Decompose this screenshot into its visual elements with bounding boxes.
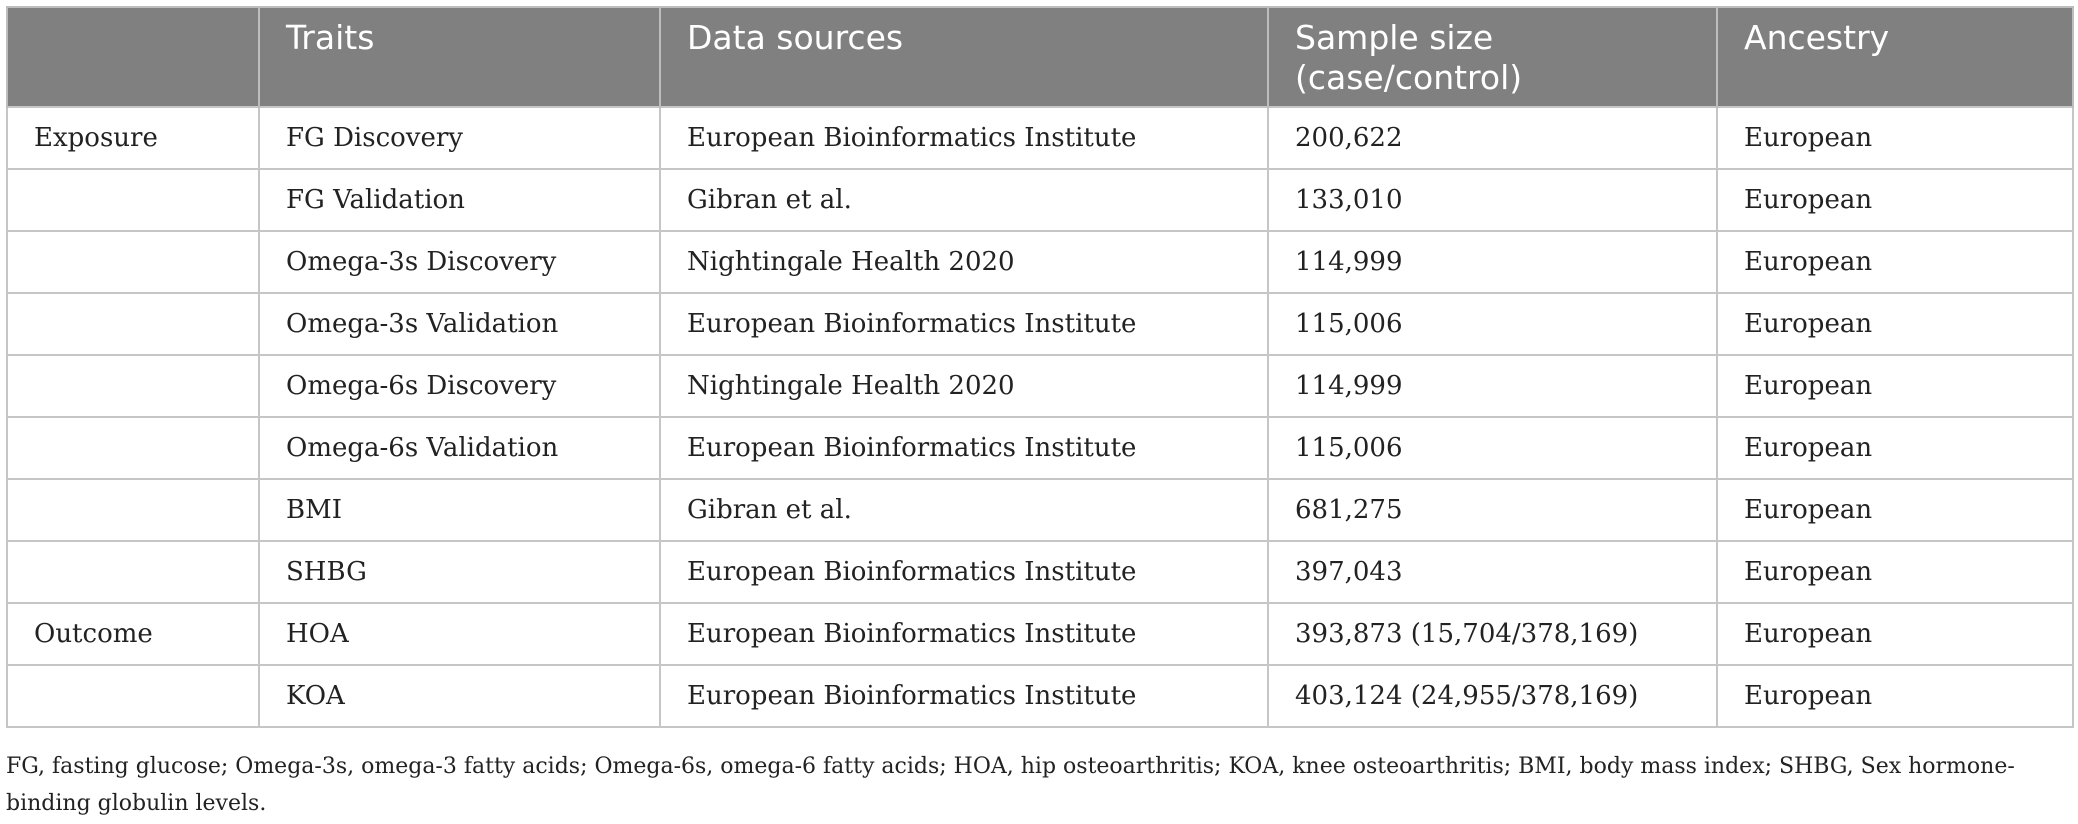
table-row — [7, 479, 2073, 541]
cell-group — [7, 231, 259, 293]
header-sample-size: Sample size (case/control) — [1268, 7, 1717, 107]
cell-ancestry: European — [1717, 665, 2073, 727]
cell-data-source: European Bioinformatics Institute — [660, 417, 1268, 479]
table-row — [7, 541, 2073, 603]
cell-data-source: Gibran et al. — [660, 169, 1268, 231]
cell-sample-size: 114,999 — [1268, 355, 1717, 417]
cell-data-source: European Bioinformatics Institute — [660, 293, 1268, 355]
cell-trait: Omega-6s Discovery — [259, 355, 660, 417]
cell-ancestry: European — [1717, 169, 2073, 231]
header-ancestry: Ancestry — [1717, 7, 2073, 107]
header-traits: Traits — [259, 7, 660, 107]
data-table-container — [6, 6, 2072, 728]
cell-data-source: European Bioinformatics Institute — [660, 665, 1268, 727]
cell-group — [7, 293, 259, 355]
cell-sample-size: 681,275 — [1268, 479, 1717, 541]
header-data-sources: Data sources — [660, 7, 1268, 107]
cell-data-source: Nightingale Health 2020 — [660, 355, 1268, 417]
cell-sample-size: 115,006 — [1268, 417, 1717, 479]
data-table — [6, 6, 2074, 728]
cell-trait: SHBG — [259, 541, 660, 603]
cell-trait: BMI — [259, 479, 660, 541]
cell-data-source: Nightingale Health 2020 — [660, 231, 1268, 293]
table-header-row — [7, 7, 2073, 107]
cell-sample-size: 393,873 (15,704/378,169) — [1268, 603, 1717, 665]
cell-group: Exposure — [7, 107, 259, 169]
cell-sample-size: 200,622 — [1268, 107, 1717, 169]
cell-sample-size: 403,124 (24,955/378,169) — [1268, 665, 1717, 727]
table-row — [7, 107, 2073, 169]
cell-ancestry: European — [1717, 231, 2073, 293]
cell-data-source: European Bioinformatics Institute — [660, 541, 1268, 603]
cell-sample-size: 397,043 — [1268, 541, 1717, 603]
cell-data-source: Gibran et al. — [660, 479, 1268, 541]
cell-group — [7, 355, 259, 417]
cell-ancestry: European — [1717, 417, 2073, 479]
cell-trait: KOA — [259, 665, 660, 727]
cell-ancestry: European — [1717, 541, 2073, 603]
cell-sample-size: 133,010 — [1268, 169, 1717, 231]
cell-ancestry: European — [1717, 355, 2073, 417]
cell-group — [7, 665, 259, 727]
cell-trait: Omega-3s Validation — [259, 293, 660, 355]
cell-trait: Omega-6s Validation — [259, 417, 660, 479]
cell-trait: Omega-3s Discovery — [259, 231, 660, 293]
cell-ancestry: European — [1717, 603, 2073, 665]
cell-trait: FG Validation — [259, 169, 660, 231]
cell-ancestry: European — [1717, 293, 2073, 355]
cell-trait: HOA — [259, 603, 660, 665]
table-row — [7, 603, 2073, 665]
cell-group — [7, 417, 259, 479]
cell-data-source: European Bioinformatics Institute — [660, 107, 1268, 169]
table-footnote: FG, fasting glucose; Omega-3s, omega-3 fatty acids; Omega-6s, omega-6 fatty acids; HOA, hip osteoarthritis; KOA, knee osteoarthritis; BMI, body mass index; SHBG, Sex hormone-binding globulin levels. — [6, 754, 2015, 816]
cell-trait: FG Discovery — [259, 107, 660, 169]
table-row — [7, 169, 2073, 231]
cell-group — [7, 169, 259, 231]
table-row — [7, 355, 2073, 417]
table-body — [7, 107, 2073, 727]
cell-group — [7, 541, 259, 603]
table-row — [7, 293, 2073, 355]
cell-ancestry: European — [1717, 479, 2073, 541]
cell-sample-size: 114,999 — [1268, 231, 1717, 293]
cell-group — [7, 479, 259, 541]
table-row — [7, 665, 2073, 727]
table-row — [7, 231, 2073, 293]
cell-sample-size: 115,006 — [1268, 293, 1717, 355]
header-group — [7, 7, 259, 107]
table-row — [7, 417, 2073, 479]
cell-group: Outcome — [7, 603, 259, 665]
cell-data-source: European Bioinformatics Institute — [660, 603, 1268, 665]
cell-ancestry: European — [1717, 107, 2073, 169]
